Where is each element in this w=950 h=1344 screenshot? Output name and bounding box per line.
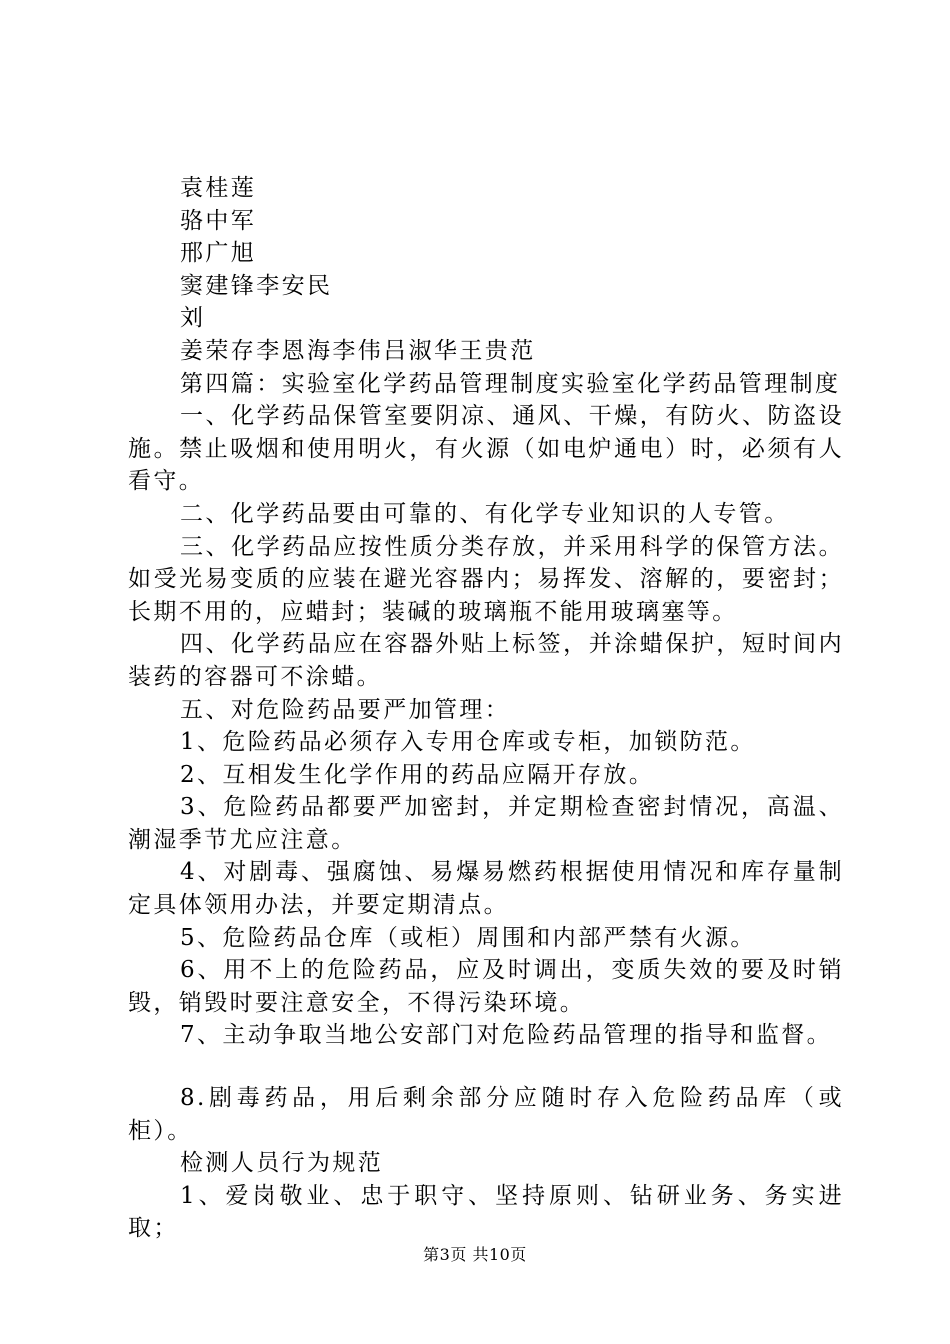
hazard-item-4: 4、对剧毒、强腐蚀、易爆易燃药根据使用情况和库存量制定具体领用办法，并要定期清点。 bbox=[128, 859, 844, 919]
hazard-item-5: 5、危险药品仓库（或柜）周围和内部严禁有火源。 bbox=[180, 924, 756, 951]
hazard-item-2: 2、互相发生化学作用的药品应隔开存放。 bbox=[180, 761, 655, 788]
name-line-6: 姜荣存李恩海李伟吕淑华王贵范 bbox=[180, 337, 536, 364]
rule-paragraph-4: 四、化学药品应在容器外贴上标签，并涂蜡保护，短时间内装药的容器可不涂蜡。 bbox=[128, 631, 844, 690]
name-line-4: 窦建锋李安民 bbox=[180, 272, 333, 299]
hazard-item-7: 7、主动争取当地公安部门对危险药品管理的指导和监督。 bbox=[180, 1022, 833, 1049]
name-line-2: 骆中军 bbox=[180, 207, 257, 234]
hazard-item-6: 6、用不上的危险药品，应及时调出，变质失效的要及时销毁，销毁时要注意安全，不得污染环境。 bbox=[128, 957, 844, 1016]
name-line-3: 邢广旭 bbox=[180, 240, 257, 267]
rule-paragraph-2: 二、化学药品要由可靠的、有化学专业知识的人专管。 bbox=[180, 500, 790, 527]
subsection-heading: 检测人员行为规范 bbox=[180, 1150, 384, 1177]
rule-paragraph-3: 三、化学药品应按性质分类存放，并采用科学的保管方法。如受光易变质的应装在避光容器内；易挥发、溶解的，要密封；长期不用的，应蜡封；装碱的玻璃瓶不能用玻璃塞等。 bbox=[128, 533, 844, 625]
hazard-item-8: 8.剧毒药品，用后剩余部分应随时存入危险药品库（或柜）。 bbox=[128, 1085, 844, 1144]
hazard-item-1: 1、危险药品必须存入专用仓库或专柜，加锁防范。 bbox=[180, 729, 756, 756]
hazard-item-3: 3、危险药品都要严加密封，并定期检查密封情况，高温、潮湿季节尤应注意。 bbox=[128, 794, 844, 853]
conduct-item-1: 1、爱岗敬业、忠于职守、坚持原则、钻研业务、务实进取； bbox=[128, 1182, 844, 1242]
rule-paragraph-5: 五、对危险药品要严加管理： bbox=[180, 696, 511, 723]
page-number: 第3页 共10页 bbox=[423, 1245, 527, 1264]
section-heading: 第四篇：实验室化学药品管理制度实验室化学药品管理制度 bbox=[180, 370, 841, 397]
name-line-1: 袁桂莲 bbox=[180, 175, 257, 201]
rule-paragraph-1: 一、化学药品保管室要阴凉、通风、干燥，有防火、防盗设施。禁止吸烟和使用明火，有火源（如电炉通电）时，必须有人看守。 bbox=[128, 403, 844, 495]
name-line-5: 刘 bbox=[180, 305, 206, 332]
document-body bbox=[128, 172, 844, 1245]
